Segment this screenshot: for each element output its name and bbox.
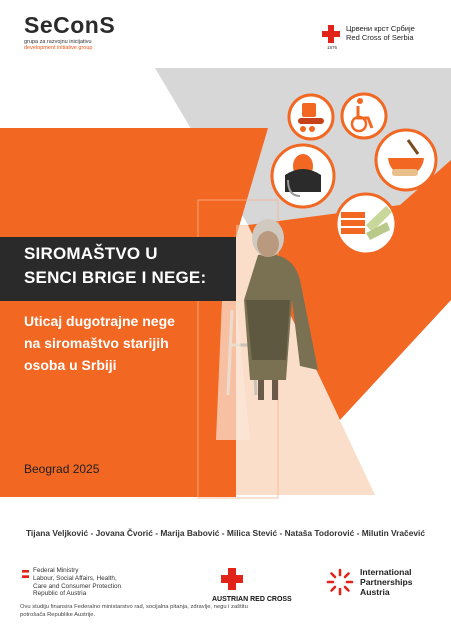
- secons-wordmark: SeConS: [24, 12, 116, 38]
- red-cross-icon: [221, 568, 243, 590]
- subtitle-line-2: na siromaštvo starijih: [24, 335, 169, 351]
- ministry-line-2: Labour, Social Affairs, Health,: [33, 574, 117, 582]
- ipa-line-1: International: [360, 567, 412, 577]
- austria-flag-icon: [22, 570, 29, 578]
- austrian-red-cross-label: AUSTRIAN RED CROSS: [212, 596, 292, 603]
- secons-tagline-english: development initiative group: [24, 45, 93, 52]
- subtitle-line-3: osoba u Srbiji: [24, 357, 117, 373]
- doctor-icon: [272, 145, 334, 207]
- money-icon: [336, 194, 396, 254]
- austrian-ministry-logo: [22, 567, 202, 603]
- subtitle-line-1: Uticaj dugotrajne nege: [24, 313, 175, 329]
- ipa-burst-icon: [326, 568, 354, 596]
- medicine-icon: [289, 95, 333, 139]
- ministry-line-4: Republic of Austria: [33, 590, 87, 598]
- red-cross-icon: [322, 25, 340, 43]
- place-and-year: Beograd 2025: [24, 462, 100, 476]
- ipa-line-3: Austria: [360, 586, 390, 597]
- red-cross-serbia-cyrillic: Црвени крст Србије: [346, 24, 415, 33]
- funding-note: Ovu studiju finansira Federalno ministarstvo rad, socijalna pitanja, zdravlje, negu i zaštitu potrošača Republike Austrije.: [20, 604, 248, 618]
- secons-logo: [24, 14, 134, 62]
- ipa-line-2: Partnerships: [360, 576, 413, 587]
- secons-tagline-serbian: grupa za razvojnu inicijativu: [24, 39, 92, 45]
- food-bowl-icon: [376, 130, 436, 190]
- authors-line: Tijana Veljković - Jovana Čvorić - Marija Babović - Milica Stević - Nataša Todorović - Milutin Vračević: [25, 528, 426, 538]
- title-line-1: SIROMAŠTVO U: [24, 244, 158, 263]
- red-cross-serbia-logo: [322, 22, 442, 52]
- ministry-line-3: Care and Consumer Protection: [33, 582, 122, 590]
- red-cross-founding-year: 1876: [327, 45, 338, 50]
- international-partnerships-austria-logo: [326, 566, 436, 602]
- ministry-line-1: Federal Ministry: [33, 567, 79, 574]
- title-line-2: SENCI BRIGE I NEGE:: [24, 268, 207, 287]
- red-cross-serbia-latin: Red Cross of Serbia: [346, 33, 414, 42]
- wheelchair-icon: [342, 94, 386, 138]
